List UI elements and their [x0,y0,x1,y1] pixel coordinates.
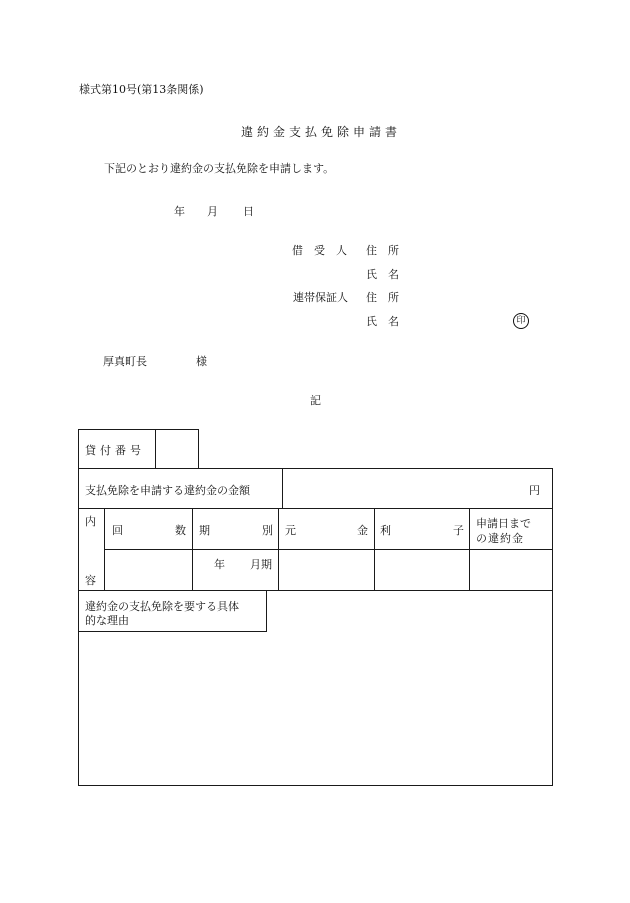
yen-unit: 円 [529,484,540,497]
seal-mark-icon: 印 [513,313,529,329]
exemption-amount-label: 支払免除を申請する違約金の金額 [85,484,250,497]
content-label-bottom: 容 [85,574,96,587]
guarantor-name-label: 氏 名 [366,315,399,328]
guarantor-label: 連帯保証人 [293,291,348,304]
reason-label-line1: 違約金の支払免除を要する具体 [85,600,239,613]
borrower-label: 借 受 人 [292,244,347,257]
content-label-top: 内 [85,515,96,528]
reason-label-line2: 的な理由 [85,614,129,627]
guarantor-address-label: 住 所 [366,291,399,304]
col-interest-a: 利 [380,524,391,537]
date-day: 日 [243,205,254,218]
borrower-address-label: 住 所 [366,244,399,257]
borrower-name-label: 氏 名 [366,268,399,281]
addressee-honorific: 様 [196,355,207,368]
row-year: 年 [214,558,225,571]
ki-label: 記 [310,394,321,407]
col-installment-a: 回 [112,524,123,537]
col-penalty-line2: の違約金 [476,532,524,545]
col-penalty-line1: 申請日まで [476,517,531,530]
col-period-b: 別 [262,524,273,537]
date-month: 月 [207,205,218,218]
col-principal-b: 金 [357,524,368,537]
form-number: 様式第10号(第13条関係) [79,83,204,96]
intro-text: 下記のとおり違約金の支払免除を申請します。 [104,162,335,175]
addressee-name: 厚真町長 [103,355,147,368]
loan-number-label: 貸付番号 [85,444,145,457]
row-month-period: 月期 [250,558,272,571]
form-title: 違約金支払免除申請書 [241,125,402,139]
col-principal-a: 元 [285,524,296,537]
col-period-a: 期 [199,524,210,537]
col-interest-b: 子 [453,524,464,537]
date-year: 年 [174,205,185,218]
col-installment-b: 数 [175,524,186,537]
